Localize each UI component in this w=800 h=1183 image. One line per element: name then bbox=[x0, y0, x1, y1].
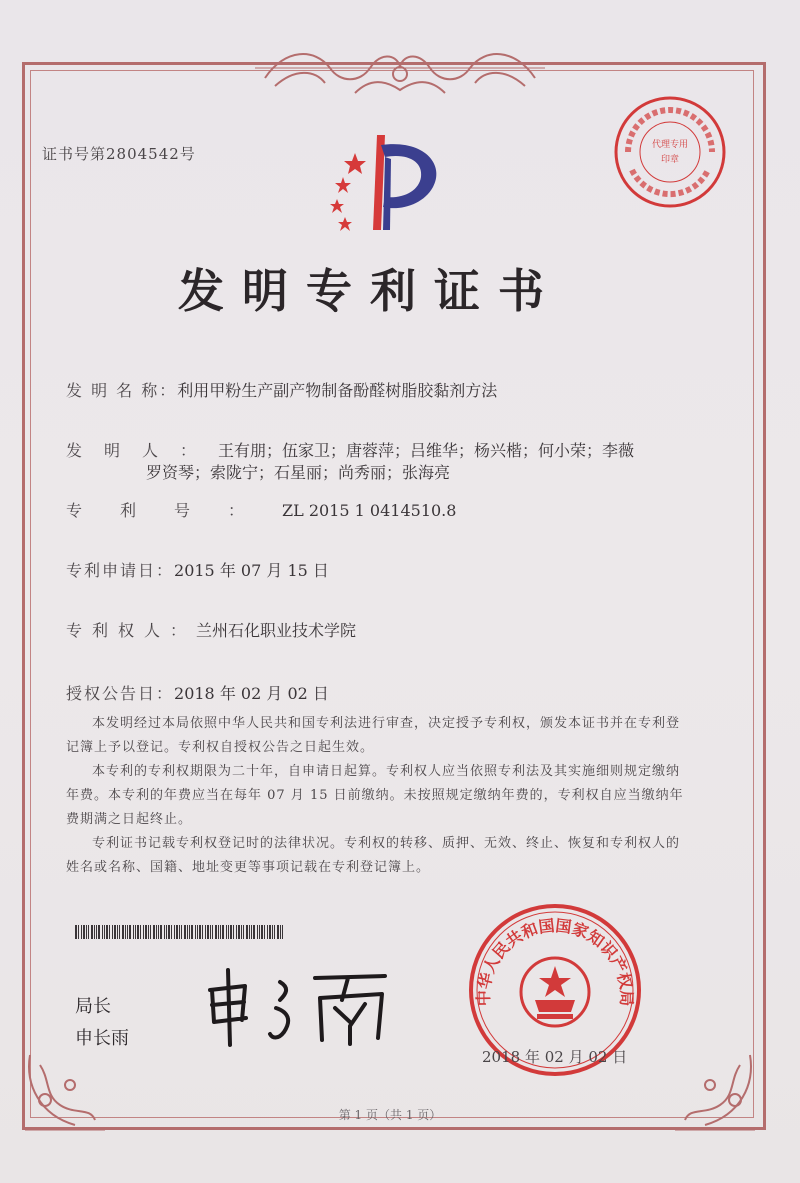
barcode-bar bbox=[112, 925, 113, 939]
grant-date-field bbox=[66, 683, 329, 705]
barcode-bar bbox=[83, 925, 85, 939]
inventors-label: 发明人： bbox=[66, 441, 219, 460]
barcode-bar bbox=[148, 925, 149, 939]
signature-icon bbox=[200, 960, 390, 1055]
barcode-bar bbox=[257, 925, 258, 939]
barcode-bar bbox=[236, 925, 237, 939]
barcode-bar bbox=[280, 925, 281, 939]
barcode-bar bbox=[150, 925, 151, 939]
patentee-label: 专利权人： bbox=[66, 621, 197, 640]
director-title: 局长 bbox=[75, 996, 111, 1017]
barcode-bar bbox=[226, 925, 227, 939]
barcode-bar bbox=[251, 925, 252, 939]
body-paragraph: 本发明经过本局依照中华人民共和国专利法进行审查，决定授予专利权，颁发本证书并在专利登记簿上予以登记。专利权自授权公告之日起生效。 bbox=[66, 716, 681, 755]
barcode-bar bbox=[220, 925, 221, 939]
top-ornament-icon bbox=[255, 38, 545, 108]
barcode-bar bbox=[133, 925, 134, 939]
invention-name-field bbox=[66, 380, 726, 402]
barcode-bar bbox=[199, 925, 201, 939]
barcode-icon bbox=[75, 925, 285, 939]
svg-text:中华人民共和国国家知识产权局: 中华人民共和国国家知识产权局 bbox=[473, 915, 637, 1007]
barcode-bar bbox=[181, 925, 182, 939]
certificate-number: 证书号第2804542号 bbox=[42, 145, 196, 163]
barcode-bar bbox=[274, 925, 275, 939]
barcode-bar bbox=[125, 925, 126, 939]
barcode-bar bbox=[187, 925, 188, 939]
patent-number-field bbox=[66, 500, 456, 522]
barcode-bar bbox=[94, 925, 95, 939]
barcode-bar bbox=[282, 925, 283, 939]
barcode-bar bbox=[102, 925, 103, 939]
patentee-value: 兰州石化职业技术学院 bbox=[196, 621, 357, 640]
certificate-body bbox=[66, 712, 686, 880]
barcode-bar bbox=[135, 925, 136, 939]
patent-office-logo-icon bbox=[315, 125, 455, 240]
barcode-bar bbox=[233, 925, 234, 939]
body-paragraph: 专利证书记载专利权登记时的法律状况。专利权的转移、质押、无效、终止、恢复和专利权人的姓名或名称、国籍、地址变更等事项记载在专利登记簿上。 bbox=[66, 836, 681, 875]
barcode-bar bbox=[78, 925, 79, 939]
barcode-bar bbox=[98, 925, 100, 939]
barcode-bar bbox=[160, 925, 162, 939]
barcode-bar bbox=[269, 925, 271, 939]
barcode-bar bbox=[218, 925, 219, 939]
page-number: 第 1 页（共 1 页） bbox=[338, 1108, 442, 1122]
barcode-bar bbox=[197, 925, 198, 939]
barcode-bar bbox=[156, 925, 157, 939]
barcode-bar bbox=[212, 925, 213, 939]
patent-number-label: 专利号： bbox=[66, 501, 283, 520]
barcode-bar bbox=[189, 925, 190, 939]
director-name: 申长雨 bbox=[75, 1028, 129, 1049]
invention-name-value: 利用甲粉生产副产物制备酚醛树脂胶黏剂方法 bbox=[177, 381, 498, 400]
barcode-bar bbox=[96, 925, 97, 939]
barcode-bar bbox=[277, 925, 279, 939]
barcode-bar bbox=[246, 925, 248, 939]
barcode-bar bbox=[75, 925, 77, 939]
barcode-bar bbox=[145, 925, 147, 939]
inventors-line-2: 罗资琴；索陇宁；石星丽；尚秀丽；张海亮 bbox=[146, 463, 451, 482]
barcode-bar bbox=[249, 925, 250, 939]
barcode-bar bbox=[88, 925, 89, 939]
inventors-field bbox=[66, 440, 706, 484]
barcode-bar bbox=[253, 925, 255, 939]
barcode-bar bbox=[174, 925, 175, 939]
barcode-bar bbox=[91, 925, 93, 939]
patent-number-value: ZL 2015 1 0414510.8 bbox=[282, 501, 457, 520]
barcode-bar bbox=[241, 925, 242, 939]
barcode-bar bbox=[81, 925, 82, 939]
application-date-label: 专利申请日： bbox=[66, 561, 175, 580]
svg-text:印章: 印章 bbox=[660, 155, 680, 165]
barcode-bar bbox=[119, 925, 120, 939]
barcode-bar bbox=[267, 925, 268, 939]
barcode-bar bbox=[104, 925, 105, 939]
barcode-bar bbox=[158, 925, 159, 939]
barcode-bar bbox=[117, 925, 118, 939]
agency-seal-icon bbox=[610, 92, 730, 212]
inventors-line-1: 王有朋；伍家卫；唐蓉萍；吕维华；杨兴楷；何小荣；李薇 bbox=[218, 441, 635, 460]
barcode-bar bbox=[243, 925, 244, 939]
application-date-field bbox=[66, 560, 329, 582]
barcode-bar bbox=[176, 925, 178, 939]
barcode-bar bbox=[230, 925, 232, 939]
barcode-bar bbox=[168, 925, 170, 939]
svg-text:代理专用: 代理专用 bbox=[651, 140, 689, 150]
barcode-bar bbox=[228, 925, 229, 939]
barcode-bar bbox=[261, 925, 263, 939]
barcode-bar bbox=[195, 925, 196, 939]
barcode-bar bbox=[238, 925, 240, 939]
certificate-title: 发明专利证书 bbox=[178, 264, 562, 318]
grant-date-value: 2018 年 02 月 02 日 bbox=[174, 684, 329, 703]
invention-name-label: 发 明 名 称： bbox=[66, 381, 178, 400]
barcode-bar bbox=[166, 925, 167, 939]
barcode-bar bbox=[207, 925, 209, 939]
barcode-bar bbox=[127, 925, 128, 939]
barcode-bar bbox=[171, 925, 172, 939]
barcode-bar bbox=[164, 925, 165, 939]
application-date-value: 2015 年 07 月 15 日 bbox=[174, 561, 329, 580]
barcode-bar bbox=[205, 925, 206, 939]
barcode-bar bbox=[122, 925, 124, 939]
issue-date: 2018 年 02 月 02 日 bbox=[482, 1048, 628, 1066]
barcode-bar bbox=[106, 925, 108, 939]
barcode-bar bbox=[137, 925, 139, 939]
barcode-bar bbox=[210, 925, 211, 939]
barcode-bar bbox=[264, 925, 265, 939]
barcode-bar bbox=[215, 925, 217, 939]
barcode-bar bbox=[222, 925, 224, 939]
barcode-bar bbox=[109, 925, 110, 939]
barcode-bar bbox=[114, 925, 116, 939]
barcode-bar bbox=[153, 925, 155, 939]
barcode-bar bbox=[129, 925, 131, 939]
barcode-bar bbox=[86, 925, 87, 939]
barcode-bar bbox=[143, 925, 144, 939]
barcode-bar bbox=[202, 925, 203, 939]
body-paragraph: 本专利的专利权期限为二十年，自申请日起算。专利权人应当依照专利法及其实施细则规定缴纳年费。本专利的年费应当在每年 07 月 15 日前缴纳。未按照规定缴纳年费的，专利权自应当缴纳年费期满之日起终止。 bbox=[66, 764, 684, 827]
barcode-bar bbox=[272, 925, 273, 939]
barcode-bar bbox=[140, 925, 141, 939]
barcode-bar bbox=[259, 925, 260, 939]
patentee-field bbox=[66, 620, 356, 642]
barcode-bar bbox=[184, 925, 186, 939]
grant-date-label: 授权公告日： bbox=[66, 684, 175, 703]
barcode-bar bbox=[179, 925, 180, 939]
barcode-bar bbox=[191, 925, 193, 939]
